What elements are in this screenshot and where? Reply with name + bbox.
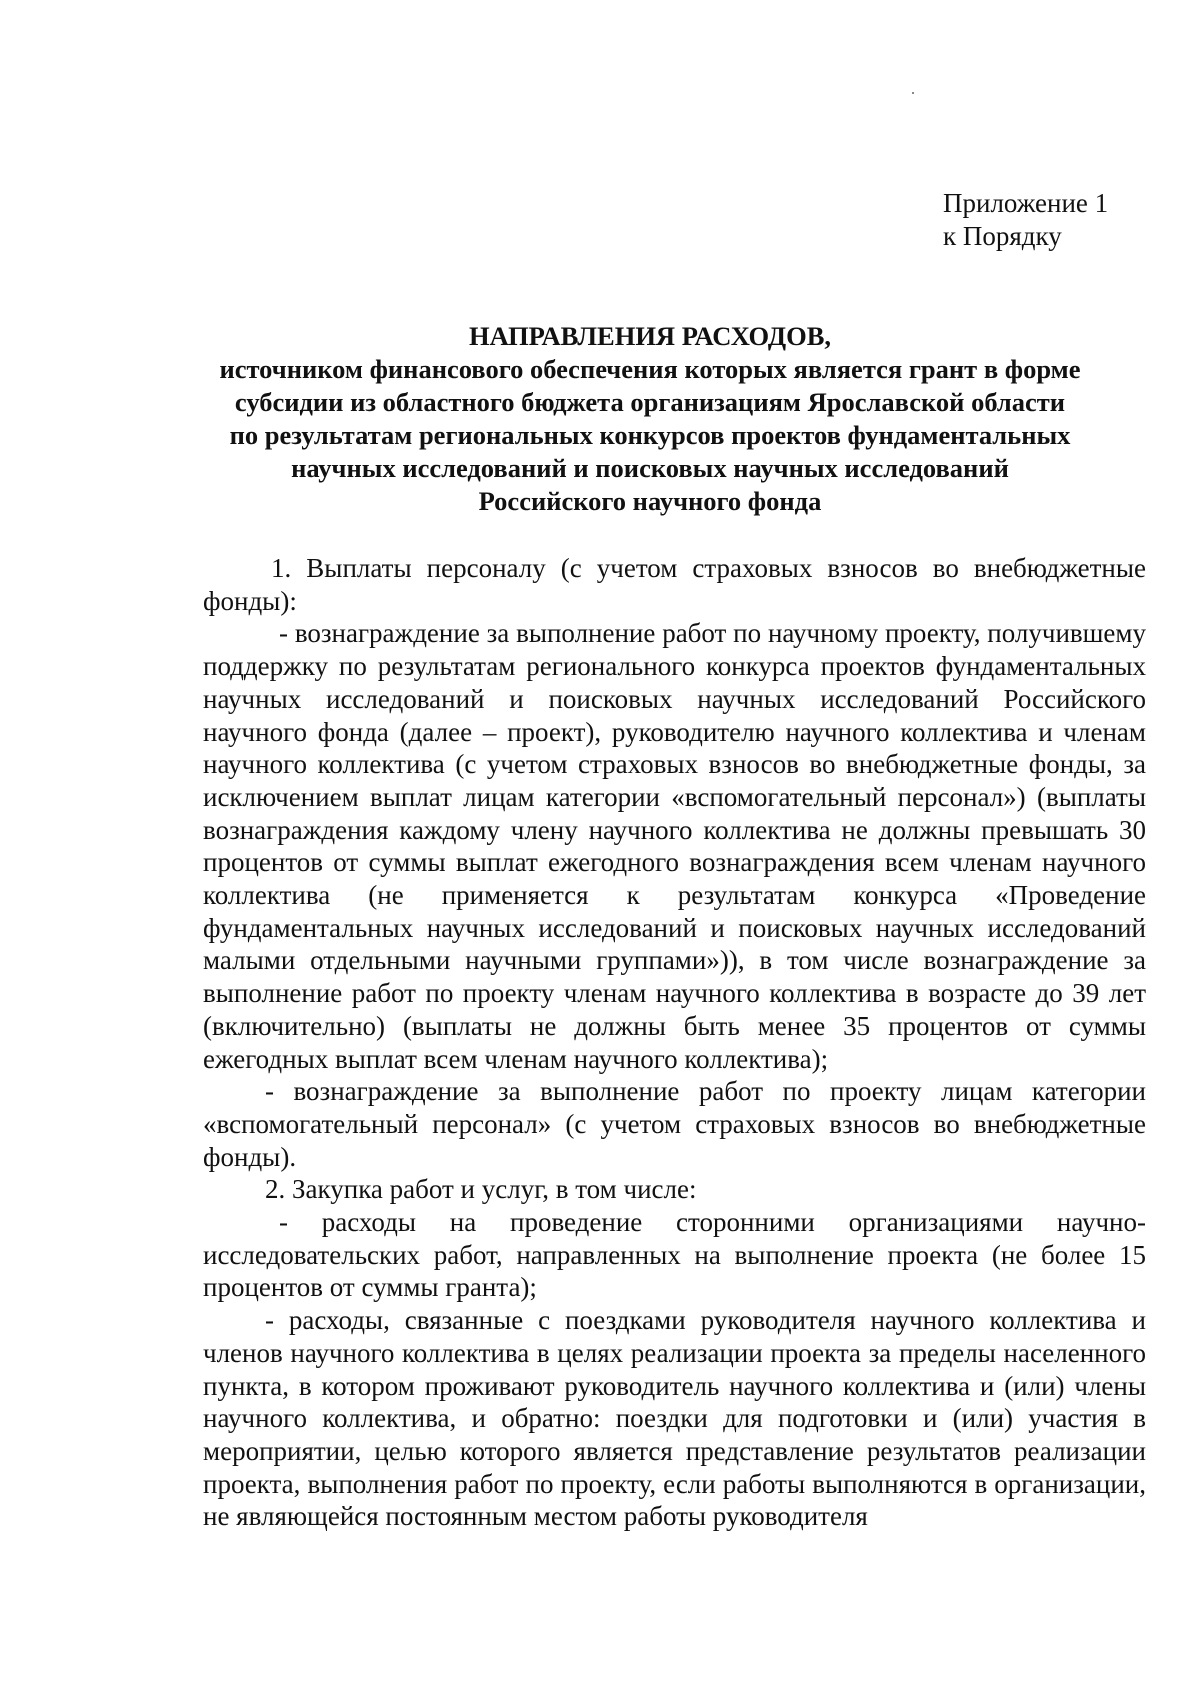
appendix-line-1: Приложение 1 [943, 188, 1109, 218]
paragraph-1-item-1: - вознаграждение за выполнение работ по научному проекту, получившему поддержку по результатам регионального конкурса проектов фундаментальных научных исследований и поисковых научных исследований Российского научного фонда (далее – проект), руководителю научного коллектива и членам научного коллектива (с учетом страховых взносов во внебюджетные фонды, за исключением выплат лицам категории «вспомогательный персонал») (выплаты вознаграждения каждому члену научного коллектива не должны превышать 30 процентов от суммы выплат ежегодного вознаграждения всем членам научного коллектива (не применяется к результатам конкурса «Проведение фундаментальных научных исследований и поисковых научных исследований малыми отдельными научными группами»)), в том числе вознаграждение за выполнение работ по проекту членам научного коллектива в возрасте до 39 лет (включительно) (выплаты не должны быть менее 35 процентов от суммы ежегодных выплат всем членам научного коллектива); [203, 618, 1146, 1074]
paragraph-2: 2. Закупка работ и услуг, в том числе: [265, 1174, 697, 1205]
title-line-3: субсидии из областного бюджета организациям Ярославской области [234, 387, 1066, 417]
document-title [150, 320, 1150, 518]
paragraph-1-item-2: - вознаграждение за выполнение работ по проекту лицам категории «вспомогательный персонал» (с учетом страховых взносов во внебюджетные фонды). [203, 1076, 1146, 1172]
appendix-reference [943, 187, 1108, 253]
paragraph-1: 1. Выплаты персоналу (с учетом страховых взносов во внебюджетные фонды): [203, 553, 1146, 616]
paragraph-2-item-1: - расходы на проведение сторонними организациями научно-исследовательских работ, направленных на выполнение проекта (не более 15 процентов от суммы гранта); [203, 1207, 1146, 1303]
title-line-4: по результатам региональных конкурсов проектов фундаментальных [229, 420, 1071, 450]
document-body [203, 552, 1146, 1533]
scan-speck [912, 92, 914, 94]
title-line-6: Российского научного фонда [478, 486, 822, 516]
appendix-line-2: к Порядку [943, 221, 1062, 251]
title-main: НАПРАВЛЕНИЯ РАСХОДОВ, [468, 321, 831, 351]
title-line-5: научных исследований и поисковых научных исследований [291, 453, 1009, 483]
paragraph-2-item-2: - расходы, связанные с поездками руководителя научного коллектива и членов научного коллектива в целях реализации проекта за пределы населенного пункта, в котором проживают руководитель научного коллектива и (или) члены научного коллектива, и обратно: поездки для подготовки и (или) участия в мероприятии, целью которого является представление результатов реализации проекта, выполнения работ по проекту, если работы выполняются в организации, не являющейся постоянным местом работы руководителя [203, 1305, 1146, 1532]
title-line-2: источником финансового обеспечения которых является грант в форме [219, 354, 1081, 384]
